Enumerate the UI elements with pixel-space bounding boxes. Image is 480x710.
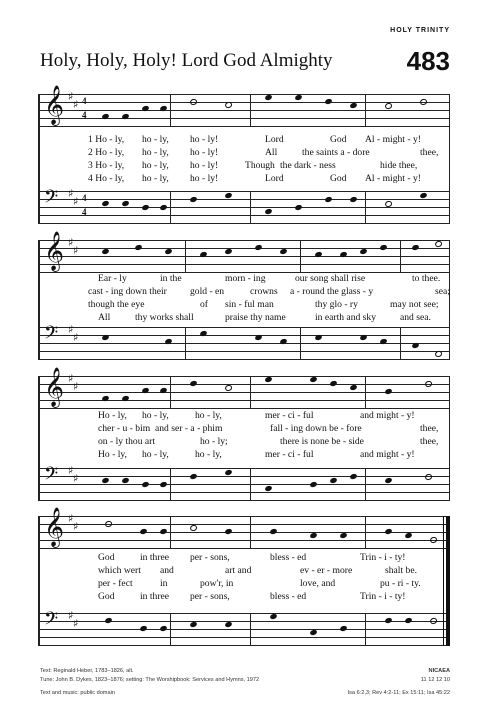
lyric-line: Ho - ly, ho - ly, ho - ly, mer - ci - ful and might - y!	[98, 410, 415, 421]
key-signature-icon: ♯	[68, 90, 74, 103]
music-system-3	[40, 368, 450, 503]
music-system-1	[40, 86, 450, 226]
treble-staff: 𝄞 ♯ ♯	[40, 240, 450, 273]
bass-clef-icon: 𝄢	[44, 323, 59, 348]
tune-name: NICAEA	[428, 668, 450, 674]
treble-clef-icon: 𝄞	[44, 231, 65, 271]
lyric-line: 2 Ho - ly, ho - ly, ho - ly! All the saints a - dore thee,	[88, 147, 439, 158]
hymn-title: Holy, Holy, Holy! Lord God Almighty	[40, 50, 333, 71]
bass-staff: 𝄢 ♯ ♯	[40, 613, 450, 646]
treble-staff: 𝄞 ♯ ♯	[40, 376, 450, 409]
lyric-line: All thy works shall praise thy name in earth and sky and sea.	[98, 312, 431, 323]
music-system-2	[40, 232, 450, 362]
treble-staff: 𝄞 ♯ ♯	[40, 516, 450, 549]
lyric-line: 3 Ho - ly, ho - ly, ho - ly! Though the dark - ness hide thee,	[88, 160, 418, 171]
bass-staff: 𝄢 ♯ ♯ 4 4	[40, 191, 450, 224]
treble-clef-icon: 𝄞	[44, 507, 65, 547]
meter: 11 12 12 10	[420, 677, 450, 683]
music-system-4	[40, 508, 450, 648]
tune-credit: Tune: John B. Dykes, 1823–1876; setting: The Worshipbook: Services and Hymns, 1972	[40, 677, 260, 683]
treble-clef-icon: 𝄞	[44, 85, 65, 125]
bass-clef-icon: 𝄢	[44, 609, 59, 634]
rights-notice: Text and music: public domain	[40, 690, 115, 696]
lyric-line: cast - ing down their gold - en crowns a - round the glass - y sea;	[88, 286, 450, 297]
lyric-line: Ho - ly, ho - ly, ho - ly, mer - ci - ful and might - y!	[98, 449, 415, 460]
lyric-line: Ear - ly in the morn - ing our song shall rise to thee.	[98, 273, 441, 284]
treble-staff: 𝄞 ♯ ♯ 4 4	[40, 94, 450, 127]
lyric-line: God in three per - sons, bless - ed Trin - i - ty!	[98, 591, 406, 602]
section-label: HOLY TRINITY	[390, 27, 450, 34]
text-credit: Text: Reginald Heber, 1783–1826, alt.	[40, 668, 134, 674]
bass-clef-icon: 𝄢	[44, 464, 59, 489]
lyric-line: on - ly thou art ho - ly; there is none be - side thee,	[98, 436, 439, 447]
scripture-references: Isa 6:2,3; Rev 4:2-11; Ex 15:11; Isa 45:22	[347, 690, 450, 696]
lyric-line: per - fect in pow'r, in love, and pu - ri - ty.	[98, 578, 421, 589]
lyric-line: 4 Ho - ly, ho - ly, ho - ly! Lord God Al - might - y!	[88, 173, 421, 184]
bass-clef-icon: 𝄢	[44, 187, 59, 212]
bass-staff: 𝄢 ♯ ♯	[40, 327, 450, 360]
lyric-line: which wert and art and ev - er - more shalt be.	[98, 565, 417, 576]
treble-clef-icon: 𝄞	[44, 367, 65, 407]
bass-staff: 𝄢 ♯ ♯	[40, 468, 450, 501]
lyric-line: 1 Ho - ly, ho - ly, ho - ly! Lord God Al - might - y!	[88, 134, 421, 145]
lyric-line: God in three per - sons, bless - ed Trin - i - ty!	[98, 552, 406, 563]
lyric-line: though the eye of sin - ful man thy glo - ry may not see;	[88, 299, 439, 310]
lyric-line: cher - u - bim and ser - a - phim fall - ing down be - fore thee,	[98, 423, 439, 434]
hymn-number: 483	[406, 46, 450, 76]
